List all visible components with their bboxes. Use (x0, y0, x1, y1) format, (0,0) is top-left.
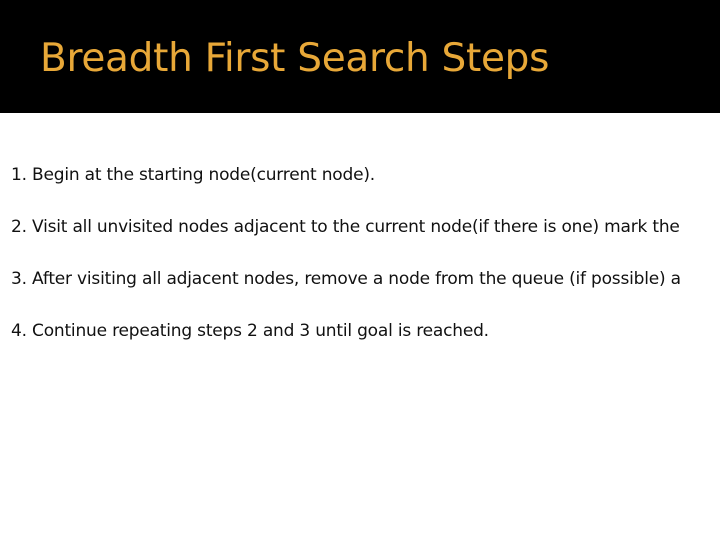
slide-title: Breadth First Search Steps (40, 36, 550, 81)
step-1: 1. Begin at the starting node(current node). (11, 165, 375, 185)
step-2: 2. Visit all unvisited nodes adjacent to the current node(if there is one) mark the (11, 217, 680, 237)
step-4: 4. Continue repeating steps 2 and 3 until goal is reached. (11, 321, 489, 341)
step-3: 3. After visiting all adjacent nodes, remove a node from the queue (if possible) a (11, 269, 681, 289)
